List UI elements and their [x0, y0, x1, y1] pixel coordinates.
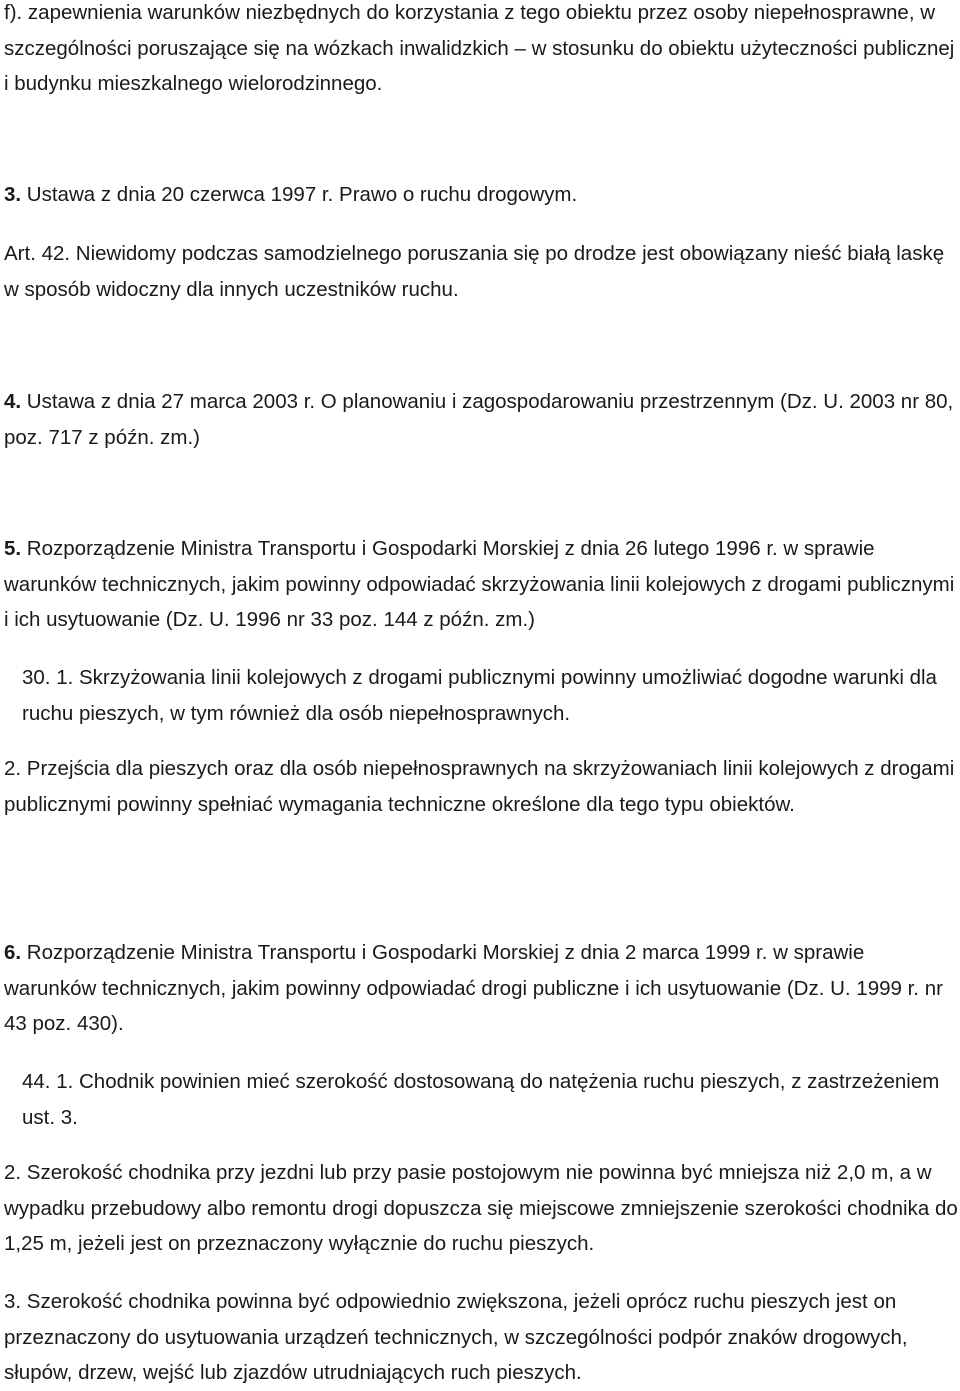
- paragraph-art-42-text: Art. 42. Niewidomy podczas samodzielnego poruszania się po drodze jest obowiązany nieść białą laskę w sposób widoczny dla innych uczestników ruchu.: [4, 242, 945, 301]
- paragraph-4-number: 4.: [4, 390, 22, 413]
- paragraph-3-number: 3.: [4, 183, 22, 206]
- paragraph-f: [4, 0, 958, 102]
- paragraph-30-2-text: 2. Przejścia dla pieszych oraz dla osób niepełnosprawnych na skrzyżowaniach linii kolejowych z drogami publicznymi powinny spełniać wymagania techniczne określone dla tego typu obiektów.: [4, 757, 955, 816]
- paragraph-44-1-text: 44. 1. Chodnik powinien mieć szerokość dostosowaną do natężenia ruchu pieszych, z zastrzeżeniem ust. 3.: [22, 1070, 940, 1129]
- paragraph-30-2: [4, 751, 958, 822]
- paragraph-5: [4, 531, 958, 638]
- paragraph-3-text: Ustawa z dnia 20 czerwca 1997 r. Prawo o ruchu drogowym.: [21, 183, 578, 206]
- paragraph-6-text: Rozporządzenie Ministra Transportu i Gospodarki Morskiej z dnia 2 marca 1999 r. w sprawie warunków technicznych, jakim powinny odpowiadać drogi publiczne i ich usytuowanie (Dz. U. 1999 r. nr 43 poz. 430).: [4, 941, 943, 1035]
- paragraph-44-2-text: 2. Szerokość chodnika przy jezdni lub przy pasie postojowym nie powinna być mniejsza niż 2,0 m, a w wypadku przebudowy albo remontu drogi dopuszcza się miejscowe zmniejszenie szerokości chodnika do 1,25 m, jeżeli jest on przeznaczony wyłącznie do ruchu pieszych.: [4, 1161, 958, 1255]
- paragraph-5-number: 5.: [4, 537, 22, 560]
- paragraph-4-text: Ustawa z dnia 27 marca 2003 r. O planowaniu i zagospodarowaniu przestrzennym (Dz. U. 2003 nr 80, poz. 717 z późn. zm.): [4, 390, 954, 449]
- paragraph-44-1: [4, 1064, 960, 1135]
- paragraph-4: [4, 384, 958, 455]
- paragraph-44-2: [4, 1155, 958, 1262]
- paragraph-44-3-text: 3. Szerokość chodnika powinna być odpowiednio zwiększona, jeżeli oprócz ruchu pieszych jest on przeznaczony do usytuowania urządzeń technicznych, w szczególności podpór znaków drogowych, słupów, drzew, wejść lub zjazdów utrudniających ruch pieszych.: [4, 1290, 908, 1384]
- paragraph-6: [4, 935, 958, 1042]
- paragraph-3: [4, 177, 958, 213]
- paragraph-f-text: f). zapewnienia warunków niezbędnych do korzystania z tego obiektu przez osoby niepełnosprawne, w szczególności poruszające się na wózkach inwalidzkich – w stosunku do obiektu użyteczności publicznej i budynku mieszkalnego wielorodzinnego.: [4, 1, 955, 95]
- paragraph-30-1: [4, 660, 960, 731]
- paragraph-5-text: Rozporządzenie Ministra Transportu i Gospodarki Morskiej z dnia 26 lutego 1996 r. w sprawie warunków technicznych, jakim powinny odpowiadać skrzyżowania linii kolejowych z drogami publicznymi i ich usytuowanie (Dz. U. 1996 nr 33 poz. 144 z późn. zm.): [4, 537, 955, 631]
- paragraph-30-1-text: 30. 1. Skrzyżowania linii kolejowych z drogami publicznymi powinny umożliwiać dogodne warunki dla ruchu pieszych, w tym również dla osób niepełnosprawnych.: [22, 666, 937, 725]
- paragraph-44-3: [4, 1284, 958, 1391]
- paragraph-6-number: 6.: [4, 941, 22, 964]
- paragraph-art-42: [4, 236, 958, 307]
